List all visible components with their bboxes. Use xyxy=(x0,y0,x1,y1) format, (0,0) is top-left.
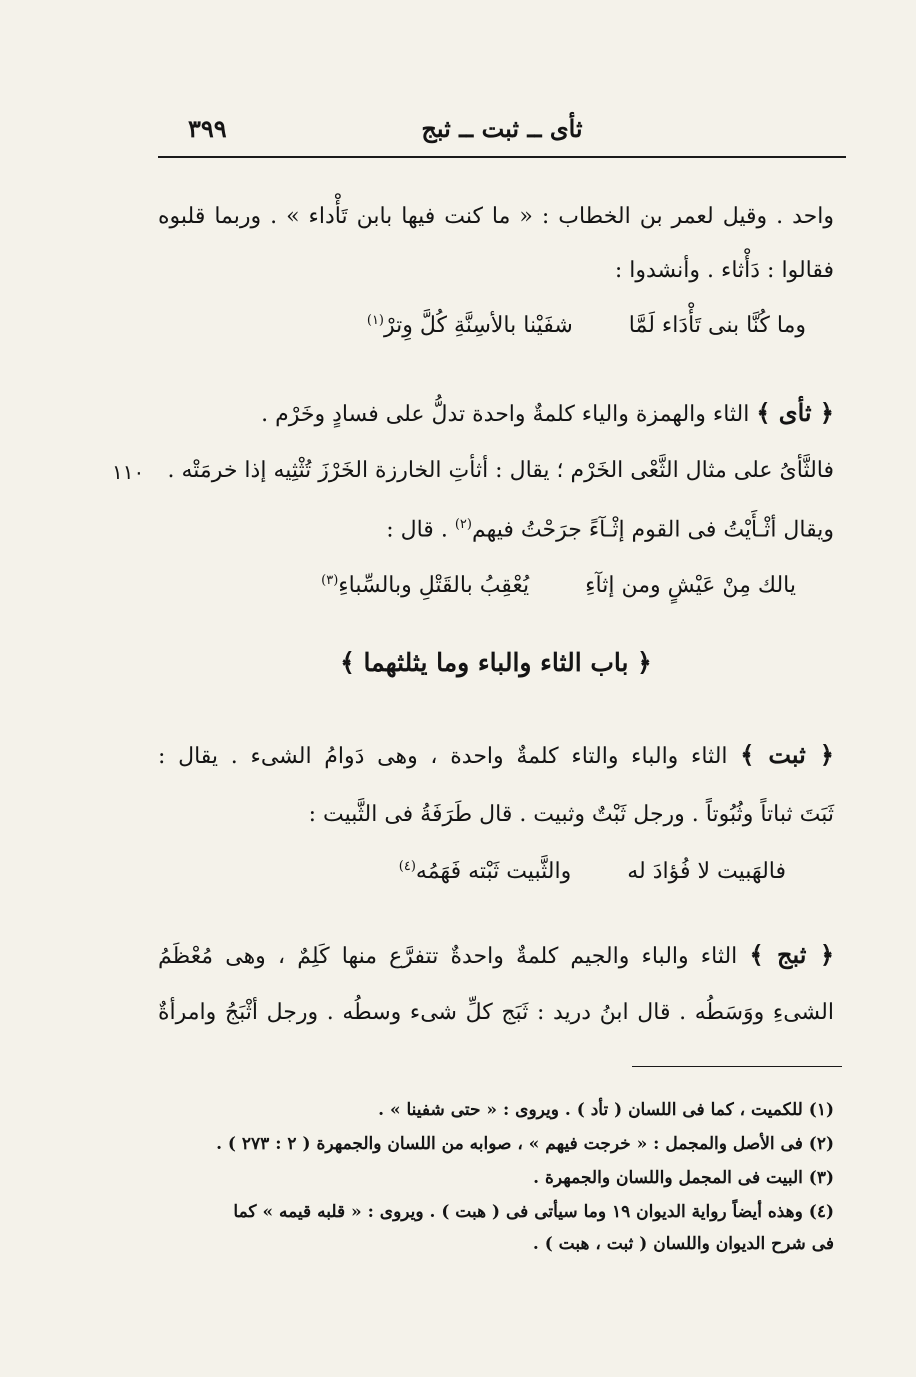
verse-2-first-hemistich: يالك مِنْ عَيْشٍ ومن إثآءِ xyxy=(585,573,796,599)
entry-thabt-definition: الثاء والباء والتاء كلمةٌ واحدة ، وهى دَوامُ الشىء . يقال : xyxy=(158,744,728,769)
verse-1-second-hemistich: شفَيْنا بالأسِنَّةِ كُلَّ وِترْ xyxy=(384,313,573,339)
body-line-5 xyxy=(158,510,834,545)
running-head: ثأى ــ ثبت ــ ثبج xyxy=(421,114,583,143)
entry-headword-thaa: ﴿ ثأى ﴾ xyxy=(756,398,834,427)
footnote-ref-4: (٤) xyxy=(398,859,416,874)
body-line-9: الشىءِ ووَسَطُه . قال ابنُ دريد : ثَبَج كلِّ شىء وسطُه . ورجل أثْبَجُ وامرأةٌ xyxy=(158,1000,834,1025)
footnote-2: (٢) فى الأصل والمجمل : « خرجت فيهم » ، صوابه من اللسان والجمهرة ( ٢ : ٢٧٣ ) . xyxy=(216,1134,834,1154)
footnote-4-line-2: فى شرح الديوان واللسان ( ثبت ، هبت ) . xyxy=(532,1234,834,1254)
verse-1-first-hemistich: وما كُنَّا بنى تَأْدَاء لَمَّا xyxy=(628,313,806,339)
footnote-3: (٣) البيت فى المجمل واللسان والجمهرة . xyxy=(533,1168,834,1188)
entry-thabj-definition: الثاء والباء والجيم كلمةٌ واحدةٌ تتفرَّع منها كَلِمٌ ، وهى مُعْظَمُ xyxy=(158,944,738,969)
entry-thaa-line xyxy=(170,398,834,430)
verse-3-second-hemistich: والثَّبيت ثَبْته فَهَمُه xyxy=(415,859,572,885)
entry-headword-thabj: ﴿ ثبج ﴾ xyxy=(749,940,835,969)
footnote-1: (١) للكميت ، كما فى اللسان ( تأد ) . ويروى : « حتى شفينا » . xyxy=(378,1100,834,1120)
page-header xyxy=(158,108,846,152)
page-number: ٣٩٩ xyxy=(188,114,227,143)
chapter-heading: ﴿ باب الثاء والباء وما يثلثهما ﴾ xyxy=(340,648,652,677)
footnote-4-line-1: (٤) وهذه أيضاً رواية الديوان ١٩ وما سيأتى فى ( هبت ) . ويروى : « قلبه قيمه » كما xyxy=(233,1202,834,1222)
verse-2-second-hemistich: يُعْقِبُ بالقَتْلِ وبالسِّباءِ xyxy=(338,573,530,599)
verse-1 xyxy=(367,306,806,341)
footnote-ref-3: (٣) xyxy=(321,573,339,588)
margin-line-number: ١١٠ xyxy=(112,460,145,484)
entry-thabj-line xyxy=(158,940,834,972)
body-line-4: فالثَّأىُ على مثال الثَّعْى الخَرْم ؛ يقال : أثأتِ الخارزة الخَرْزَ تُثْثِيه إذا خرمَتْه . xyxy=(167,458,834,483)
header-rule xyxy=(158,156,846,158)
entry-thabt-line xyxy=(158,740,834,772)
verse-3-first-hemistich: فالهَبيت لا فُؤادَ له xyxy=(627,859,786,885)
body-line-5-end: . قال : xyxy=(386,517,448,543)
footnote-ref-1: (١) xyxy=(366,313,384,328)
footnote-ref-2: (٢) xyxy=(454,517,472,532)
body-line-7: ثَبَتَ ثباتاً وثُبُوتاً . ورجل ثَبْتٌ وثبيت . قال طَرَفَةُ فى الثَّبيت : xyxy=(308,802,834,827)
entry-headword-thabt: ﴿ ثبت ﴾ xyxy=(740,740,834,769)
footnote-rule xyxy=(632,1066,842,1067)
entry-thaa-definition: الثاء والهمزة والياء كلمةٌ واحدة تدلُّ على فسادٍ وخَرْم . xyxy=(261,402,750,427)
body-line-2: فقالوا : دَأْثاء . وأنشدوا : xyxy=(614,258,834,283)
verse-3 xyxy=(399,852,786,887)
body-line-5-text: ويقال أثْـأَيْتُ فى القوم إثْـآءً جرَحْتُ فيهم xyxy=(471,517,834,543)
body-line-1: واحد . وقيل لعمر بن الخطاب : « ما كنت فيها بابن تَأْداء » . وربما قلبوه xyxy=(158,204,834,229)
verse-2 xyxy=(321,566,796,601)
